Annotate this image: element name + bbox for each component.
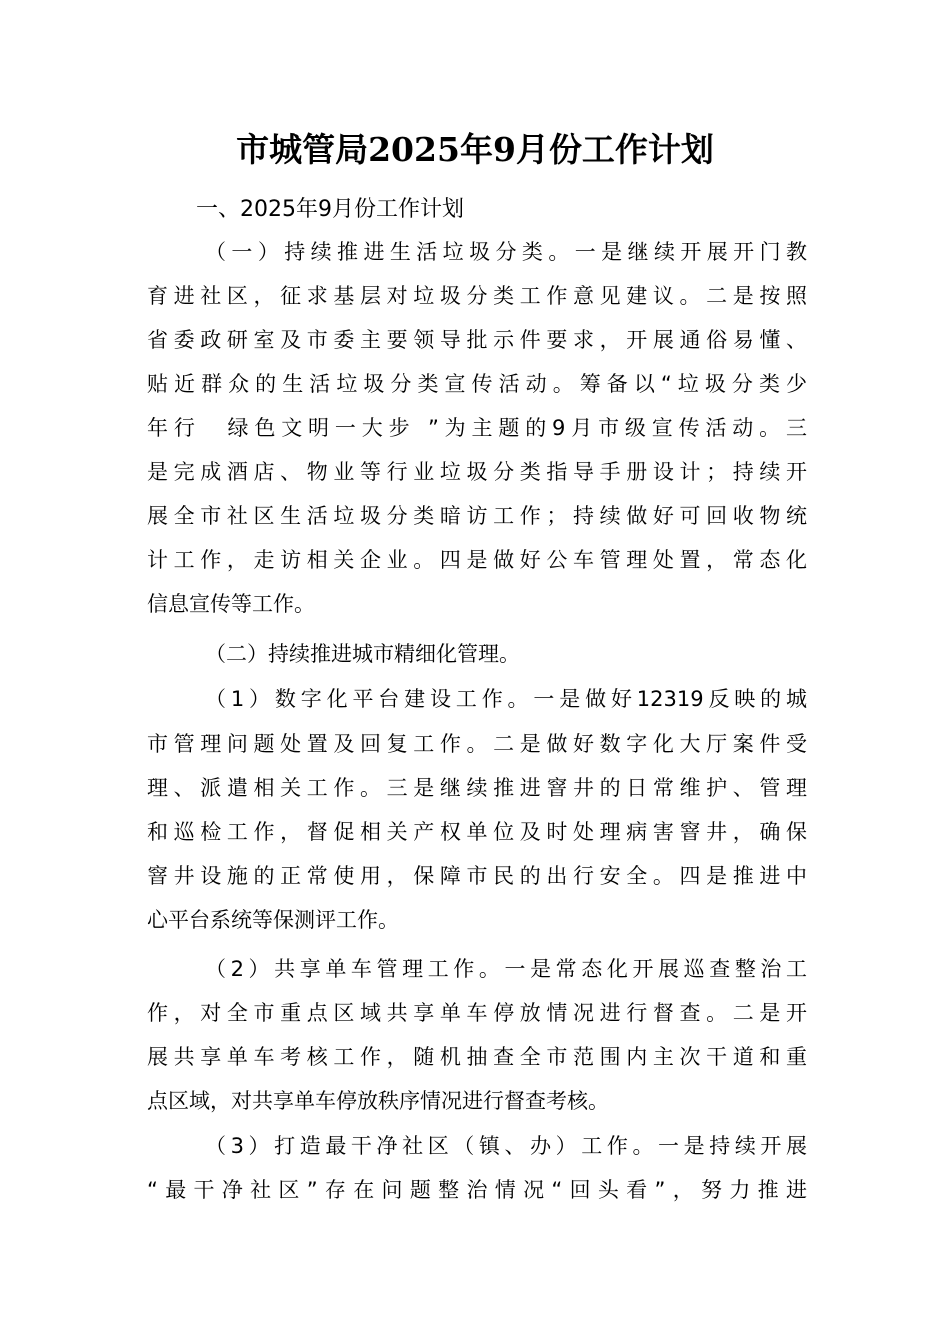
paragraph-line: 展全市社区生活垃圾分类暗访工作；持续做好可回收物统: [147, 504, 807, 528]
paragraph-line: 和巡检工作，督促相关产权单位及时处理病害窨井，确保: [147, 820, 807, 844]
paragraph-line: 展共享单车考核工作，随机抽查全市范围内主次干道和重: [147, 1045, 807, 1069]
paragraph-line: 窨井设施的正常使用，保障市民的出行安全。四是推进中: [147, 864, 807, 888]
paragraph-line: （1）数字化平台建设工作。一是做好12319反映的城: [205, 687, 807, 711]
paragraph-line: 年行 绿色文明一大步 ”为主题的9月市级宣传活动。三: [147, 416, 807, 440]
paragraph-line: 省委政研室及市委主要领导批示件要求，开展通俗易懂、: [147, 328, 807, 352]
paragraph-line: 信息宣传等工作。: [147, 592, 315, 616]
paragraph-line: （2）共享单车管理工作。一是常态化开展巡查整治工: [205, 957, 807, 981]
paragraph-line: 育进社区，征求基层对垃圾分类工作意见建议。二是按照: [147, 284, 807, 308]
paragraph-line: 是完成酒店、物业等行业垃圾分类指导手册设计；持续开: [147, 460, 807, 484]
paragraph-line: 贴近群众的生活垃圾分类宣传活动。筹备以“垃圾分类少: [147, 372, 807, 396]
paragraph-line: “最干净社区”存在问题整治情况“回头看”，努力推进: [147, 1178, 807, 1202]
paragraph-line: （一）持续推进生活垃圾分类。一是继续开展开门教: [205, 240, 807, 264]
paragraph-line: 市管理问题处置及回复工作。二是做好数字化大厅案件受: [147, 732, 807, 756]
section-heading: 一、2025年9月份工作计划: [196, 197, 464, 222]
paragraph-line: （3）打造最干净社区（镇、办）工作。一是持续开展: [205, 1134, 807, 1158]
paragraph-line: 作，对全市重点区域共享单车停放情况进行督查。二是开: [147, 1001, 807, 1025]
paragraph-line: 点区域，对共享单车停放秩序情况进行督查考核。: [147, 1089, 609, 1113]
paragraph-line: 心平台系统等保测评工作。: [147, 908, 399, 932]
paragraph-line: 计工作，走访相关企业。四是做好公车管理处置，常态化: [147, 548, 807, 572]
paragraph-line: 理、派遣相关工作。三是继续推进窨井的日常维护、管理: [147, 776, 807, 800]
document-title: 市城管局2025年9月份工作计划: [236, 130, 714, 169]
subheading-line: （二）持续推进城市精细化管理。: [205, 642, 520, 666]
